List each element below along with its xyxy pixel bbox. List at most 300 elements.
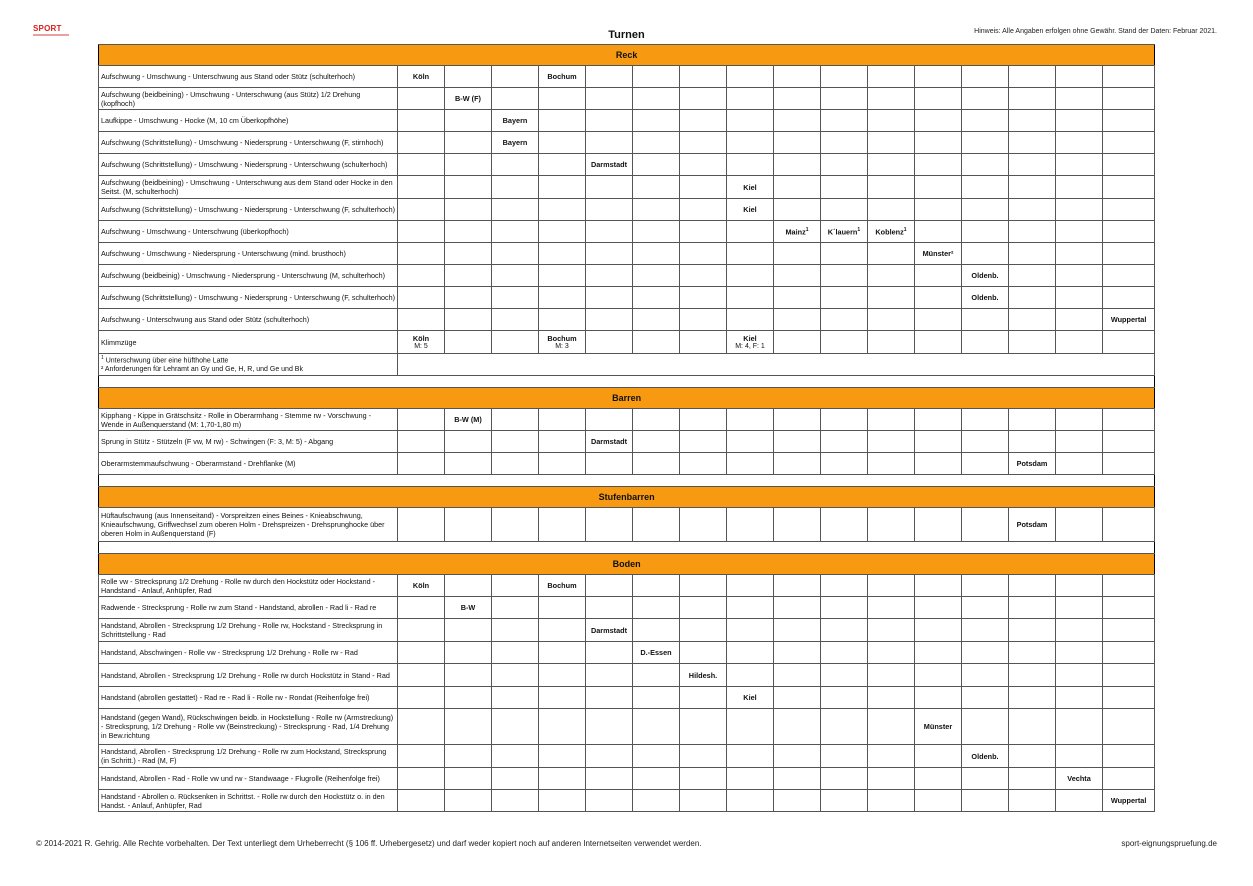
- location-cell: [1056, 597, 1103, 619]
- exercise-description: Aufschwung (beidbeinig) - Umschwung - Niedersprung - Unterschwung (M, schulterhoch): [99, 265, 398, 287]
- location-cell: [633, 453, 680, 475]
- location-cell: [774, 265, 821, 287]
- location-cell: [680, 709, 727, 745]
- location-name: Oldenb.: [971, 271, 999, 280]
- location-cell: [962, 66, 1009, 88]
- location-cell: [633, 243, 680, 265]
- location-cell: [774, 709, 821, 745]
- location-cell: [586, 431, 633, 453]
- location-cell: [445, 409, 492, 431]
- exercise-description: Aufschwung - Umschwung - Niedersprung - Unterschwung (mind. brusthoch): [99, 243, 398, 265]
- location-cell: [868, 453, 915, 475]
- location-cell: [539, 243, 586, 265]
- location-cell: [915, 453, 962, 475]
- table-row: [99, 176, 1155, 199]
- footnote-2: ² Anforderungen für Lehramt an Gy und Ge, H, R, und Ge und Bk: [101, 366, 303, 374]
- location-cell: [915, 199, 962, 221]
- table-row: [99, 331, 1155, 354]
- location-cell: [1103, 575, 1155, 597]
- location-cell: [868, 790, 915, 812]
- location-cell: [539, 709, 586, 745]
- location-cell: [962, 199, 1009, 221]
- location-cell: [962, 709, 1009, 745]
- exercise-description: Handstand (gegen Wand), Rückschwingen beidb. in Hockstellung - Rolle rw (Armstreckung) - Strecksprung, 1/2 Drehung - Rolle vw (Beinstreckung) - Strecksprung - Rad, 1/4 Drehung in Bew.richtung: [99, 709, 398, 745]
- location-cell: [680, 597, 727, 619]
- location-name: Darmstadt: [590, 625, 628, 635]
- location-cell: [962, 664, 1009, 687]
- exercise-description: Aufschwung (beidbeining) - Umschwung - Unterschwung aus dem Stand oder Hocke in den Seitst. (M, schulterhoch): [99, 176, 398, 199]
- location-cell: [774, 790, 821, 812]
- location-cell: [680, 243, 727, 265]
- location-cell: [774, 331, 821, 354]
- location-cell: [539, 409, 586, 431]
- location-cell: [586, 508, 633, 542]
- location-cell: [586, 745, 633, 768]
- section-title: Boden: [99, 554, 1155, 575]
- location-cell: [492, 309, 539, 331]
- location-cell: [962, 619, 1009, 642]
- location-name: K´lauern: [827, 227, 858, 237]
- location-cell: [398, 508, 445, 542]
- location-cell: [1009, 597, 1056, 619]
- location-cell: [868, 265, 915, 287]
- location-cell: [962, 745, 1009, 768]
- location-cell: [774, 664, 821, 687]
- location-cell: [539, 745, 586, 768]
- location-cell: [915, 508, 962, 542]
- location-cell: [680, 309, 727, 331]
- section-header: [99, 554, 1155, 575]
- location-cell: [398, 642, 445, 664]
- location-cell: [586, 309, 633, 331]
- location-cell: [492, 287, 539, 309]
- table-row: [99, 575, 1155, 597]
- location-cell: [727, 221, 774, 243]
- location-cell: [445, 745, 492, 768]
- location-name: Oldenb.: [971, 293, 999, 302]
- location-cell: [539, 431, 586, 453]
- location-cell: [1103, 110, 1155, 132]
- location-cell: [962, 243, 1009, 265]
- location-cell: [1056, 309, 1103, 331]
- location-cell: [915, 745, 962, 768]
- location-name: Bochum: [547, 333, 577, 343]
- location-name: Bayern: [502, 116, 528, 125]
- location-cell: [1009, 132, 1056, 154]
- location-name: Bochum: [547, 72, 577, 81]
- location-cell: [680, 575, 727, 597]
- location-cell: [727, 575, 774, 597]
- location-cell: [633, 110, 680, 132]
- location-name: Wuppertal: [1110, 796, 1147, 805]
- table-row: [99, 619, 1155, 642]
- location-cell: [445, 768, 492, 790]
- page-title: Turnen: [608, 29, 645, 41]
- location-cell: [821, 709, 868, 745]
- location-cell: [868, 88, 915, 110]
- location-cell: [398, 176, 445, 199]
- location-cell: [821, 453, 868, 475]
- location-cell: [1009, 431, 1056, 453]
- location-cell: [445, 709, 492, 745]
- location-cell: [492, 265, 539, 287]
- location-cell: [915, 331, 962, 354]
- location-cell: [868, 664, 915, 687]
- location-cell: [1056, 768, 1103, 790]
- requirement-detail: M: 3: [555, 342, 569, 350]
- location-cell: [1056, 453, 1103, 475]
- location-cell: [915, 221, 962, 243]
- location-cell: [633, 619, 680, 642]
- location-cell: [821, 199, 868, 221]
- location-cell: [774, 132, 821, 154]
- location-cell: [1009, 619, 1056, 642]
- location-cell: [633, 508, 680, 542]
- location-cell: [962, 687, 1009, 709]
- location-cell: [445, 132, 492, 154]
- location-cell: [680, 199, 727, 221]
- location-cell: [1009, 331, 1056, 354]
- location-cell: [680, 66, 727, 88]
- location-cell: [915, 287, 962, 309]
- location-cell: [774, 309, 821, 331]
- location-cell: [821, 88, 868, 110]
- location-cell: [1056, 409, 1103, 431]
- location-cell: [774, 745, 821, 768]
- location-cell: [774, 619, 821, 642]
- location-cell: [539, 110, 586, 132]
- location-cell: [492, 154, 539, 176]
- location-name: Potsdam: [1016, 520, 1048, 529]
- location-cell: [1009, 508, 1056, 542]
- location-cell: [727, 431, 774, 453]
- location-cell: [539, 642, 586, 664]
- location-name: Köln: [412, 72, 430, 81]
- location-cell: [727, 309, 774, 331]
- location-cell: [915, 619, 962, 642]
- location-cell: [398, 287, 445, 309]
- location-cell: [398, 409, 445, 431]
- location-cell: [492, 790, 539, 812]
- location-cell: [1009, 176, 1056, 199]
- location-cell: [1009, 199, 1056, 221]
- location-cell: [539, 309, 586, 331]
- exercise-description: Aufschwung (Schrittstellung) - Umschwung - Niedersprung - Unterschwung (F, schulterhoch): [99, 287, 398, 309]
- footnote-1: [101, 354, 395, 366]
- location-cell: [539, 199, 586, 221]
- location-cell: [539, 132, 586, 154]
- location-cell: [915, 110, 962, 132]
- location-cell: [727, 88, 774, 110]
- footnote-1-text: Unterschwung über eine hüfthohe Latte: [105, 357, 229, 365]
- location-cell: [727, 66, 774, 88]
- location-cell: [727, 745, 774, 768]
- location-cell: [1103, 265, 1155, 287]
- location-cell: [586, 110, 633, 132]
- exercise-description: Rolle vw - Strecksprung 1/2 Drehung - Rolle rw durch den Hockstütz oder Hockstand - Handstand - Anlauf, Anhüpfer, Rad: [99, 575, 398, 597]
- location-cell: [445, 66, 492, 88]
- location-cell: [1056, 154, 1103, 176]
- location-cell: [915, 243, 962, 265]
- location-cell: [821, 642, 868, 664]
- exercise-description: Handstand (abrollen gestattet) - Rad re - Rad li - Rolle rw - Rondat (Reihenfolge frei): [99, 687, 398, 709]
- location-cell: [445, 176, 492, 199]
- location-cell: [586, 790, 633, 812]
- location-cell: [586, 199, 633, 221]
- location-cell: [868, 575, 915, 597]
- location-cell: [633, 132, 680, 154]
- location-cell: [680, 687, 727, 709]
- location-cell: [445, 508, 492, 542]
- location-name: Münster²: [922, 249, 954, 258]
- section-header: [99, 487, 1155, 508]
- location-cell: [1056, 199, 1103, 221]
- location-cell: [915, 790, 962, 812]
- location-cell: [915, 431, 962, 453]
- location-cell: [868, 287, 915, 309]
- location-cell: [774, 66, 821, 88]
- location-cell: [680, 331, 727, 354]
- table-row: [99, 745, 1155, 768]
- location-cell: [868, 508, 915, 542]
- location-cell: [539, 619, 586, 642]
- location-cell: [539, 768, 586, 790]
- location-cell: [727, 642, 774, 664]
- location-cell: [1103, 642, 1155, 664]
- location-cell: [398, 453, 445, 475]
- location-cell: [868, 687, 915, 709]
- location-cell: [774, 453, 821, 475]
- spacer-cell: [99, 376, 1155, 388]
- location-cell: [915, 409, 962, 431]
- exercise-description: Kipphang - Kippe in Grätschsitz - Rolle in Oberarmhang - Stemme rw - Vorschwung - Wende in Außenquerstand (M: 1,70-1,80 m): [99, 409, 398, 431]
- exercise-description: Aufschwung - Umschwung - Unterschwung (überkopfhoch): [99, 221, 398, 243]
- location-cell: [492, 176, 539, 199]
- location-cell: [915, 768, 962, 790]
- location-cell: [727, 709, 774, 745]
- location-cell: [727, 176, 774, 199]
- table-row: [99, 88, 1155, 110]
- exercise-description: Handstand, Abrollen - Rad - Rolle vw und rw - Standwaage - Flugrolle (Reihenfolge frei): [99, 768, 398, 790]
- exercise-description: Handstand, Abrollen - Strecksprung 1/2 Drehung - Rolle rw, Hockstand - Strecksprung in Schrittstellung - Rad: [99, 619, 398, 642]
- location-cell: [821, 287, 868, 309]
- location-cell: [821, 664, 868, 687]
- location-cell: [398, 110, 445, 132]
- location-cell: [1103, 664, 1155, 687]
- table-row: [99, 66, 1155, 88]
- location-cell: [398, 619, 445, 642]
- location-cell: [492, 745, 539, 768]
- location-cell: [821, 176, 868, 199]
- location-cell: [1103, 709, 1155, 745]
- location-cell: [398, 745, 445, 768]
- location-cell: [774, 154, 821, 176]
- location-cell: [774, 768, 821, 790]
- location-cell: [633, 664, 680, 687]
- location-cell: [445, 221, 492, 243]
- location-cell: [1056, 790, 1103, 812]
- location-cell: [398, 309, 445, 331]
- location-cell: [398, 66, 445, 88]
- location-cell: [586, 331, 633, 354]
- location-cell: [633, 265, 680, 287]
- section-title: Stufenbarren: [99, 487, 1155, 508]
- location-cell: [1103, 431, 1155, 453]
- location-cell: [962, 642, 1009, 664]
- location-cell: [774, 508, 821, 542]
- table-row: [99, 309, 1155, 331]
- exercise-description: Handstand, Abrollen - Strecksprung 1/2 Drehung - Rolle rw durch Hockstütz in Stand - Rad: [99, 664, 398, 687]
- requirements-table: [98, 44, 1155, 812]
- location-cell: [962, 265, 1009, 287]
- footnote-marker: 1: [903, 227, 907, 234]
- location-cell: [727, 110, 774, 132]
- location-cell: [868, 309, 915, 331]
- exercise-description: Hüftaufschwung (aus Innenseitand) - Vorspreitzen eines Beines - Knieabschwung, Knieaufschwung, Griffwechsel zum oberen Holm - Drehspreizen - Drehsprunghocke über oberen Holm in Außenquerstand (F): [99, 508, 398, 542]
- location-cell: [445, 619, 492, 642]
- location-cell: [539, 687, 586, 709]
- location-cell: [398, 575, 445, 597]
- location-cell: [586, 642, 633, 664]
- location-cell: [868, 619, 915, 642]
- location-name: Kiel: [743, 182, 757, 192]
- location-cell: [1009, 154, 1056, 176]
- location-cell: [445, 642, 492, 664]
- location-cell: [1056, 642, 1103, 664]
- location-cell: [1103, 66, 1155, 88]
- location-cell: [868, 331, 915, 354]
- location-cell: [727, 597, 774, 619]
- location-cell: [821, 745, 868, 768]
- location-cell: [727, 287, 774, 309]
- location-cell: [962, 508, 1009, 542]
- location-name: Köln: [412, 581, 430, 590]
- location-cell: [915, 88, 962, 110]
- section-title: Barren: [99, 388, 1155, 409]
- location-cell: [1103, 154, 1155, 176]
- location-cell: [539, 154, 586, 176]
- location-cell: [445, 88, 492, 110]
- location-cell: [1056, 287, 1103, 309]
- location-cell: [586, 664, 633, 687]
- location-cell: [445, 287, 492, 309]
- location-cell: [1056, 745, 1103, 768]
- location-cell: [539, 790, 586, 812]
- location-cell: [492, 575, 539, 597]
- location-cell: [774, 88, 821, 110]
- location-cell: [492, 642, 539, 664]
- location-cell: [633, 768, 680, 790]
- site-url: sport-eignungspruefung.de: [1121, 839, 1217, 848]
- location-cell: [868, 597, 915, 619]
- location-cell: [398, 331, 445, 354]
- location-cell: [586, 154, 633, 176]
- location-cell: [1103, 132, 1155, 154]
- location-cell: [821, 110, 868, 132]
- location-cell: [1056, 221, 1103, 243]
- exercise-description: Aufschwung - Unterschwung aus Stand oder Stütz (schulterhoch): [99, 309, 398, 331]
- location-cell: [633, 597, 680, 619]
- location-cell: [868, 132, 915, 154]
- location-cell: [492, 132, 539, 154]
- location-cell: [539, 331, 586, 354]
- table-row: [99, 154, 1155, 176]
- location-cell: [915, 66, 962, 88]
- location-cell: [633, 409, 680, 431]
- location-cell: [1056, 331, 1103, 354]
- location-cell: [774, 575, 821, 597]
- location-name: Mainz: [785, 227, 806, 237]
- location-cell: [492, 110, 539, 132]
- location-cell: [821, 132, 868, 154]
- location-cell: [962, 88, 1009, 110]
- exercise-description: Oberarmstemmaufschwung - Oberarmstand - Drehflanke (M): [99, 453, 398, 475]
- location-cell: [398, 154, 445, 176]
- location-cell: [539, 453, 586, 475]
- location-name: Vechta: [1067, 774, 1091, 783]
- table-row: [99, 431, 1155, 453]
- location-cell: [445, 110, 492, 132]
- table-row: [99, 508, 1155, 542]
- location-cell: [727, 154, 774, 176]
- location-cell: [1056, 431, 1103, 453]
- location-cell: [868, 199, 915, 221]
- location-name: Bayern: [502, 138, 528, 147]
- location-cell: [586, 132, 633, 154]
- location-cell: [398, 709, 445, 745]
- location-cell: [868, 243, 915, 265]
- location-cell: [962, 176, 1009, 199]
- location-cell: [1056, 110, 1103, 132]
- location-cell: [633, 88, 680, 110]
- location-cell: [586, 66, 633, 88]
- location-cell: [868, 709, 915, 745]
- location-cell: [586, 768, 633, 790]
- exercise-description: Sprung in Stütz - Stützeln (F vw, M rw) - Schwingen (F: 3, M: 5) - Abgang: [99, 431, 398, 453]
- location-cell: [1103, 88, 1155, 110]
- location-cell: [445, 687, 492, 709]
- location-cell: [1009, 265, 1056, 287]
- location-cell: [633, 309, 680, 331]
- location-cell: [492, 199, 539, 221]
- location-cell: [1103, 790, 1155, 812]
- location-cell: [1056, 709, 1103, 745]
- location-cell: [398, 243, 445, 265]
- section-spacer: [99, 376, 1155, 388]
- table-row: [99, 453, 1155, 475]
- exercise-description: Klimmzüge: [99, 331, 398, 354]
- exercise-description: Aufschwung (Schrittstellung) - Umschwung - Niedersprung - Unterschwung (F, stirnhoch): [99, 132, 398, 154]
- location-cell: [1009, 687, 1056, 709]
- location-cell: [398, 768, 445, 790]
- location-cell: [586, 409, 633, 431]
- location-cell: [680, 642, 727, 664]
- location-cell: [1056, 619, 1103, 642]
- location-cell: [445, 575, 492, 597]
- location-cell: [445, 664, 492, 687]
- location-cell: [1103, 243, 1155, 265]
- location-cell: [680, 768, 727, 790]
- location-cell: [821, 66, 868, 88]
- location-cell: [727, 331, 774, 354]
- location-cell: [727, 790, 774, 812]
- location-name: Wuppertal: [1110, 315, 1147, 324]
- location-cell: [1009, 88, 1056, 110]
- location-cell: [680, 453, 727, 475]
- location-cell: [821, 508, 868, 542]
- location-cell: [868, 768, 915, 790]
- location-cell: [633, 66, 680, 88]
